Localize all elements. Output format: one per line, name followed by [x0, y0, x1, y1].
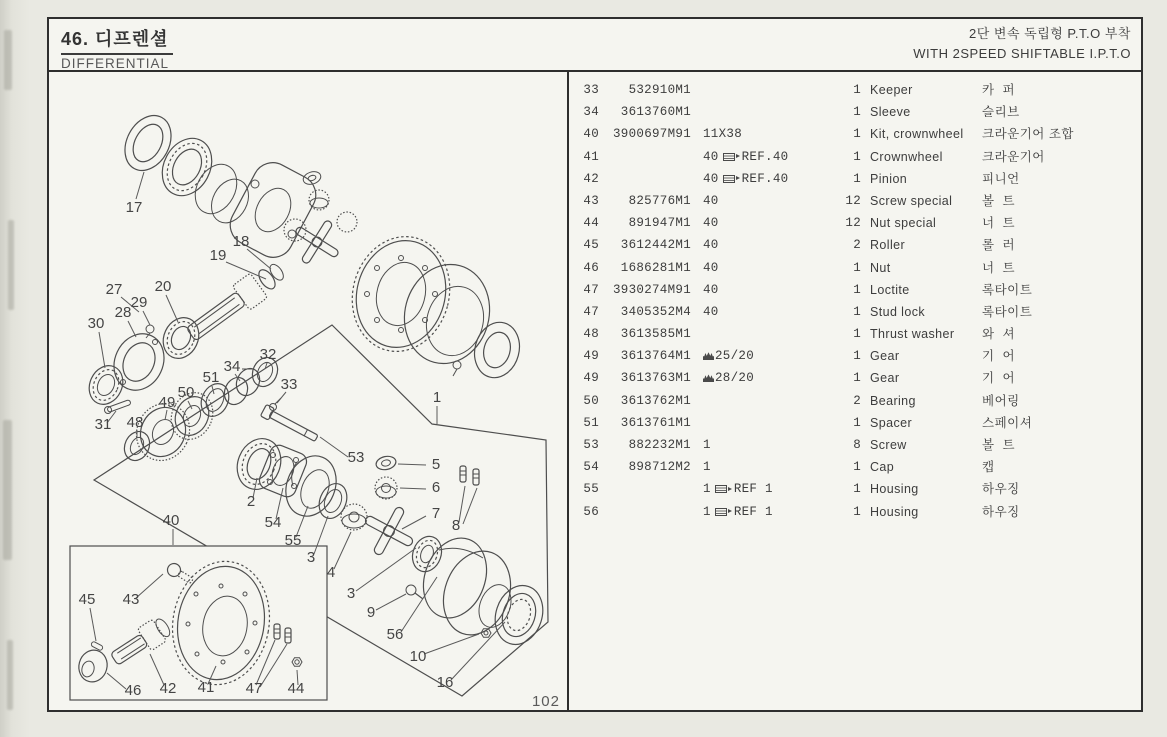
- table-row: [569, 367, 1141, 389]
- table-row: [569, 478, 1141, 500]
- qty-cell: 1: [853, 83, 861, 97]
- remark-cell: [691, 456, 823, 478]
- inset-box-40: [70, 546, 327, 700]
- part-number-cell: [605, 501, 691, 523]
- description-en-cell: Gear: [870, 371, 900, 386]
- qty-cell: 1: [853, 171, 861, 186]
- variant-note-korean: 2단 변속 독립형 P.T.O 부착: [969, 26, 1131, 41]
- part-crownwheel-top: [340, 226, 463, 363]
- description-ko-cell: 볼 트: [982, 193, 1016, 208]
- part-number-cell: [605, 168, 691, 190]
- part-callout-number: 54: [264, 514, 282, 531]
- part-callout-number: 49: [158, 394, 176, 411]
- description-ko-cell: 슬리브: [982, 105, 1020, 120]
- remark-cell: [691, 257, 823, 279]
- callout-leader-line: [320, 437, 348, 457]
- remark-cell: [691, 390, 823, 412]
- ref-number-cell: 42: [583, 171, 599, 186]
- ref-number-cell: 53: [583, 438, 599, 452]
- remark-cell: [691, 146, 823, 168]
- part-callout-number: 4: [326, 564, 336, 581]
- part-callout-number: 47: [245, 680, 263, 697]
- callout-leader-line: [463, 488, 477, 524]
- variant-note: [913, 24, 1131, 64]
- part-callout-number: 6: [431, 479, 441, 496]
- description-ko-cell: 베어링: [982, 393, 1020, 408]
- remark-text: 40: [703, 171, 719, 186]
- part-number-cell: 3613585M1: [620, 327, 691, 342]
- part-callout-number: 1: [432, 389, 442, 406]
- table-row: [569, 456, 1141, 478]
- part-number-cell: 882232M1: [628, 438, 691, 452]
- part-callout-number: 10: [409, 648, 427, 665]
- description-ko-cell: 크라운기어 조합: [982, 127, 1074, 142]
- part-callout-number: 53: [347, 449, 365, 466]
- description-ko-cell: 볼 트: [982, 438, 1016, 452]
- remark-text: 40: [703, 193, 719, 208]
- remark-cell: [691, 168, 823, 190]
- remark-text: 40: [703, 238, 719, 253]
- table-row: [569, 345, 1141, 367]
- title-block: [61, 25, 173, 71]
- ref-number-cell: 40: [583, 127, 599, 142]
- part-callout-number: 41: [197, 679, 215, 696]
- ref-number-cell: 45: [583, 238, 599, 253]
- description-ko-cell: 하우징: [982, 504, 1020, 519]
- part-screw-9: [406, 585, 423, 599]
- remark-text: 1: [703, 482, 711, 497]
- callout-leader-line: [398, 464, 426, 465]
- part-number-cell: 898712M2: [628, 460, 691, 475]
- ref-number-cell: 33: [583, 83, 599, 97]
- part-callout-number: 31: [94, 416, 112, 433]
- part-callout-number: 50: [177, 384, 195, 401]
- remark-text: 1: [703, 460, 711, 475]
- description-ko-cell: 피니언: [982, 171, 1020, 186]
- part-shim-17: [116, 108, 180, 179]
- description-ko-cell: 캡: [982, 460, 995, 475]
- ref-number-cell: 34: [583, 105, 599, 120]
- description-en-cell: Spacer: [870, 415, 913, 430]
- description-en-cell: Nut special: [870, 216, 937, 231]
- qty-cell: 2: [853, 393, 861, 408]
- description-en-cell: Nut: [870, 260, 891, 275]
- description-ko-cell: 너 트: [982, 260, 1016, 275]
- part-callout-number: 3: [346, 585, 356, 602]
- exploded-diagram: [49, 72, 567, 712]
- remark-cell: [691, 323, 823, 345]
- part-bolt-53: [260, 404, 319, 444]
- part-callout-number: 32: [259, 346, 277, 363]
- ref-number-cell: 47: [583, 282, 599, 297]
- part-callout-number: 2: [246, 493, 256, 510]
- description-ko-cell: 기 어: [982, 371, 1016, 386]
- qty-cell: 12: [845, 216, 861, 231]
- qty-cell: 1: [853, 127, 861, 142]
- part-number-cell: 825776M1: [628, 193, 691, 208]
- description-ko-cell: 록타이트: [982, 282, 1033, 297]
- part-callout-number: 3: [306, 549, 316, 566]
- diagram-area: [49, 72, 567, 712]
- table-row: [569, 190, 1141, 212]
- table-row: [569, 146, 1141, 168]
- remark-text: 25/20: [715, 349, 755, 364]
- part-diff-case-drum: [393, 255, 500, 373]
- part-callout-number: 34: [223, 358, 241, 375]
- qty-cell: 1: [853, 282, 861, 297]
- part-number-cell: 1686281M1: [620, 260, 691, 275]
- description-ko-cell: 너 트: [982, 216, 1016, 231]
- remark-cell: [691, 412, 823, 434]
- variant-note-english: WITH 2SPEED SHIFTABLE I.P.T.O: [913, 46, 1131, 62]
- callout-leader-line: [143, 311, 150, 325]
- remark-cell: [691, 434, 823, 456]
- table-row: [569, 501, 1141, 523]
- part-callout-number: 45: [78, 591, 96, 608]
- part-callout-number: 30: [87, 315, 105, 332]
- ref-number-cell: 51: [583, 415, 599, 430]
- part-callout-number: 16: [436, 674, 454, 691]
- part-case-55: [277, 448, 345, 523]
- remark-text: 28/20: [715, 371, 755, 386]
- page-header: [49, 19, 1141, 72]
- remark-text: 40: [703, 260, 719, 275]
- ref-number-cell: 48: [583, 327, 599, 342]
- qty-cell: 1: [853, 349, 861, 364]
- qty-cell: 1: [853, 460, 861, 475]
- description-ko-cell: 롤 러: [982, 238, 1016, 253]
- parts-table: [567, 72, 1141, 712]
- part-number-cell: 3405352M4: [620, 304, 691, 319]
- ref-number-cell: 43: [583, 193, 599, 208]
- ref-note: REF 1: [733, 482, 773, 497]
- description-en-cell: Cap: [870, 460, 895, 475]
- qty-cell: 1: [853, 304, 861, 319]
- table-row: [569, 123, 1141, 145]
- ref-number-cell: 54: [583, 460, 599, 475]
- page-title-english: DIFFERENTIAL: [61, 56, 170, 71]
- remark-cell: [691, 501, 823, 523]
- part-callout-number: 56: [386, 626, 404, 643]
- description-en-cell: Keeper: [870, 83, 913, 97]
- part-callout-number: 19: [209, 247, 227, 264]
- remark-cell: [691, 101, 823, 123]
- qty-cell: 1: [853, 504, 861, 519]
- ref-icon: [723, 153, 735, 161]
- part-diff-internals-top: [284, 170, 357, 265]
- part-number-cell: 3900697M91: [612, 127, 691, 142]
- description-en-cell: Pinion: [870, 171, 908, 186]
- parts-table-body: [569, 79, 1141, 523]
- part-number-cell: 3613762M1: [620, 393, 691, 408]
- ref-number-cell: 47: [583, 304, 599, 319]
- part-number-cell: 532910M1: [628, 83, 691, 97]
- part-bevel-gear-4: [341, 504, 367, 530]
- remark-text: 40: [703, 282, 719, 297]
- remark-text: 1: [703, 504, 711, 519]
- ref-number-cell: 41: [583, 149, 599, 164]
- remark-text: 40: [703, 304, 719, 319]
- part-callout-number: 27: [105, 281, 123, 298]
- ref-number-cell: 50: [583, 393, 599, 408]
- description-en-cell: Thrust washer: [870, 327, 955, 342]
- ref-icon: [715, 508, 727, 516]
- part-ring-set-top: [187, 157, 256, 229]
- page-content: [49, 72, 1141, 712]
- part-number-cell: 3613760M1: [620, 105, 691, 120]
- remark-cell: [691, 279, 823, 301]
- remark-cell: [691, 478, 823, 500]
- page-title: 46. 디프렌셜: [61, 25, 173, 55]
- description-en-cell: Housing: [870, 504, 919, 519]
- description-ko-cell: 크라운기어: [982, 149, 1045, 164]
- part-callout-number: 29: [130, 294, 148, 311]
- remark-text: 11X38: [703, 127, 743, 142]
- gear-ratio-icon: [703, 374, 714, 382]
- callout-leader-line: [277, 392, 286, 403]
- description-en-cell: Sleeve: [870, 105, 911, 120]
- part-callout-number: 18: [232, 233, 250, 250]
- ref-number-cell: 44: [583, 216, 599, 231]
- part-callout-number: 55: [284, 532, 302, 549]
- callout-leader-line: [166, 295, 178, 322]
- description-ko-cell: 하우징: [982, 482, 1020, 497]
- ref-note: REF.40: [741, 149, 789, 164]
- description-en-cell: Stud lock: [870, 304, 926, 319]
- qty-cell: 2: [853, 238, 861, 253]
- part-callout-number: 44: [287, 680, 305, 697]
- qty-cell: 1: [853, 415, 861, 430]
- part-spider-7: [364, 506, 414, 556]
- callout-leader-line: [402, 516, 426, 529]
- description-en-cell: Crownwheel: [870, 149, 943, 164]
- description-en-cell: Kit, crownwheel: [870, 127, 964, 142]
- remark-cell: [691, 190, 823, 212]
- remark-cell: [691, 234, 823, 256]
- remark-text: 1: [703, 438, 711, 452]
- scanned-page-edge: [0, 0, 30, 737]
- part-housing-56: [413, 529, 522, 644]
- part-callout-number: 28: [114, 304, 132, 321]
- part-bearing-2: [230, 432, 288, 496]
- remark-cell: [691, 123, 823, 145]
- part-callout-number: 48: [126, 414, 144, 431]
- callout-leader-line: [136, 172, 144, 199]
- part-number-cell: 3613764M1: [620, 349, 691, 364]
- part-number-cell: 3613761M1: [620, 415, 691, 430]
- qty-cell: 1: [853, 105, 861, 120]
- gear-ratio-icon: [703, 352, 714, 360]
- remark-text: 40: [703, 216, 719, 231]
- part-bearing-3b: [408, 532, 447, 575]
- remark-cell: [691, 212, 823, 234]
- remark-text: 40: [703, 149, 719, 164]
- part-callout-number: 17: [125, 199, 143, 216]
- ref-number-cell: 56: [583, 504, 599, 519]
- qty-cell: 1: [853, 327, 861, 342]
- callout-leader-line: [400, 488, 426, 489]
- part-callout-number: 42: [159, 680, 177, 697]
- description-ko-cell: 카 퍼: [982, 83, 1016, 97]
- table-row: [569, 323, 1141, 345]
- callout-leader-line: [334, 532, 351, 569]
- ref-number-cell: 49: [583, 371, 599, 386]
- callout-leader-line: [165, 410, 167, 420]
- part-callout-number: 40: [162, 512, 180, 529]
- scan-artifact: [3, 420, 12, 560]
- ref-note: REF 1: [733, 504, 773, 519]
- part-callout-number: 46: [124, 682, 142, 699]
- callout-leader-line: [376, 594, 406, 610]
- part-side-gear-6: [375, 477, 397, 499]
- table-row: [569, 412, 1141, 434]
- table-row: [569, 301, 1141, 323]
- ref-note: REF.40: [741, 171, 789, 186]
- part-flange-ring-top: [469, 317, 526, 382]
- part-callout-number: 8: [451, 517, 461, 534]
- table-row: [569, 101, 1141, 123]
- part-number-cell: [605, 146, 691, 168]
- qty-cell: 1: [853, 371, 861, 386]
- callout-leader-line: [128, 321, 136, 337]
- qty-cell: 8: [853, 438, 861, 452]
- part-number-cell: 3930274M91: [612, 282, 691, 297]
- part-studs-8: [460, 466, 479, 485]
- table-row: [569, 434, 1141, 456]
- part-callout-number: 51: [202, 369, 220, 386]
- callout-leader-line: [451, 622, 505, 680]
- description-en-cell: Roller: [870, 238, 906, 253]
- part-pin-31: [105, 400, 132, 414]
- table-row: [569, 234, 1141, 256]
- description-en-cell: Gear: [870, 349, 900, 364]
- part-retainer-28: [105, 326, 173, 399]
- table-row: [569, 168, 1141, 190]
- ref-number-cell: 46: [583, 260, 599, 275]
- part-seal-16: [488, 579, 550, 650]
- ref-icon: [715, 485, 727, 493]
- part-number-cell: 3612442M1: [620, 238, 691, 253]
- catalog-page: [47, 17, 1143, 712]
- part-number-cell: 3613763M1: [620, 371, 691, 386]
- scan-artifact: [8, 220, 14, 310]
- part-number-cell: [605, 478, 691, 500]
- callout-leader-line: [356, 548, 416, 591]
- ref-number-cell: 55: [583, 482, 599, 497]
- part-callout-number: 9: [366, 604, 376, 621]
- part-callout-number: 33: [280, 376, 298, 393]
- part-callout-number: 7: [431, 505, 441, 522]
- part-callout-number: 43: [122, 591, 140, 608]
- description-en-cell: Loctite: [870, 282, 910, 297]
- callout-leader-line: [424, 634, 479, 654]
- table-row: [569, 212, 1141, 234]
- description-en-cell: Bearing: [870, 393, 916, 408]
- table-row: [569, 279, 1141, 301]
- remark-cell: [691, 79, 823, 101]
- page-number: 102: [531, 693, 560, 710]
- table-row: [569, 79, 1141, 101]
- remark-cell: [691, 301, 823, 323]
- qty-cell: 1: [853, 260, 861, 275]
- part-bolt-small-top: [453, 361, 461, 376]
- ref-icon: [723, 175, 735, 183]
- description-ko-cell: 스페이셔: [982, 415, 1033, 430]
- part-callout-number: 20: [154, 278, 172, 295]
- ref-number-cell: 49: [583, 349, 599, 364]
- description-ko-cell: 기 어: [982, 349, 1016, 364]
- part-callout-number: 5: [431, 456, 441, 473]
- callout-leader-line: [401, 577, 437, 632]
- description-en-cell: Housing: [870, 482, 919, 497]
- qty-cell: 1: [853, 482, 861, 497]
- description-en-cell: Screw: [870, 438, 907, 452]
- part-number-cell: 891947M1: [628, 216, 691, 231]
- scan-artifact: [7, 640, 13, 710]
- qty-cell: 12: [845, 193, 861, 208]
- table-row: [569, 390, 1141, 412]
- remark-cell: [691, 367, 823, 389]
- remark-cell: [691, 345, 823, 367]
- description-ko-cell: 록타이트: [982, 304, 1033, 319]
- description-ko-cell: 와 셔: [982, 327, 1016, 342]
- scan-artifact: [4, 30, 12, 90]
- part-washer-5: [375, 455, 397, 472]
- qty-cell: 1: [853, 149, 861, 164]
- description-en-cell: Screw special: [870, 193, 953, 208]
- callout-leader-line: [99, 332, 105, 368]
- table-row: [569, 257, 1141, 279]
